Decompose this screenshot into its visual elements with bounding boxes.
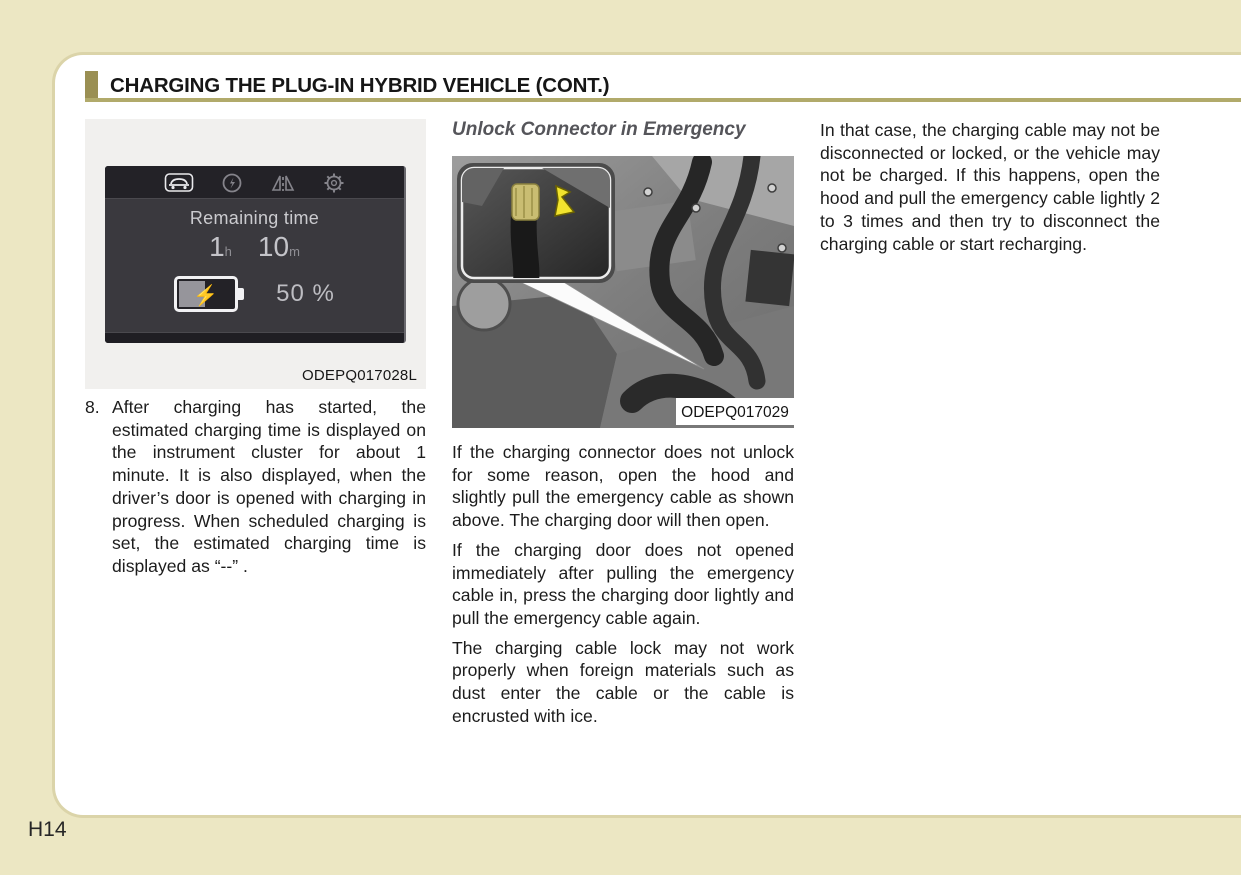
car-icon (164, 172, 194, 194)
content-panel (55, 55, 1241, 815)
hours-value: 1 (209, 231, 225, 262)
minutes-value: 10 (257, 231, 290, 262)
battery-percent: 50 % (276, 280, 335, 307)
instrument-cluster-display (105, 166, 406, 343)
lane-road-icon (270, 172, 296, 194)
remaining-time-label: Remaining time (189, 208, 320, 228)
remaining-time-value (105, 231, 404, 263)
minutes-unit: m (289, 244, 300, 259)
sub-heading: Unlock Connector in Emergency (452, 119, 746, 140)
figure-code: ODEPQ017028L (302, 367, 417, 384)
column-2 (452, 119, 794, 734)
column-3 (820, 119, 1160, 262)
step-8 (85, 396, 426, 578)
inset-closeup (460, 166, 612, 281)
figure-code: ODEPQ017029 (681, 404, 789, 421)
cluster-figure (85, 119, 426, 389)
cluster-icon-bar (105, 166, 404, 199)
battery-charging-icon: ⚡ (174, 276, 238, 312)
page-number: H14 (28, 818, 67, 841)
column-1 (85, 119, 426, 578)
page-title: CHARGING THE PLUG-IN HYBRID VEHICLE (CONT.) (110, 74, 610, 97)
paragraph: The charging cable lock may not work properly when foreign materials such as dust enter the cable or the cable is encrusted with ice. (452, 637, 794, 726)
step-text: After charging has started, the estimated charging time is displayed on the instrument cluster for about 1 minute. It is also displayed, when the driver’s door is opened with charging in progress. When scheduled charging is set, the estimated charging time is displayed as “--” . (112, 397, 426, 576)
charge-gauge-icon (221, 172, 243, 194)
gear-icon (323, 172, 345, 194)
paragraph: In that case, the charging cable may not be disconnected or locked, or the vehicle may not be charged. If this happens, open the hood and pull the emergency cable lightly 2 to 3 times and then try to disconnect the charging cable or start recharging. (820, 120, 1160, 254)
hours-unit: h (224, 244, 232, 259)
engine-bay-figure (452, 156, 794, 428)
header-rule (85, 98, 1241, 102)
battery-status-row (105, 276, 404, 312)
paragraph: If the charging door does not opened immediately after pulling the emergency cable in, press the charging door lightly and pull the emergency cable again. (452, 539, 794, 628)
paragraph: If the charging connector does not unlock for some reason, open the hood and slightly pull the emergency cable as shown above. The charging door will then open. (452, 442, 794, 531)
cluster-bottom-bar (105, 332, 404, 343)
step-number: 8. (85, 397, 100, 417)
